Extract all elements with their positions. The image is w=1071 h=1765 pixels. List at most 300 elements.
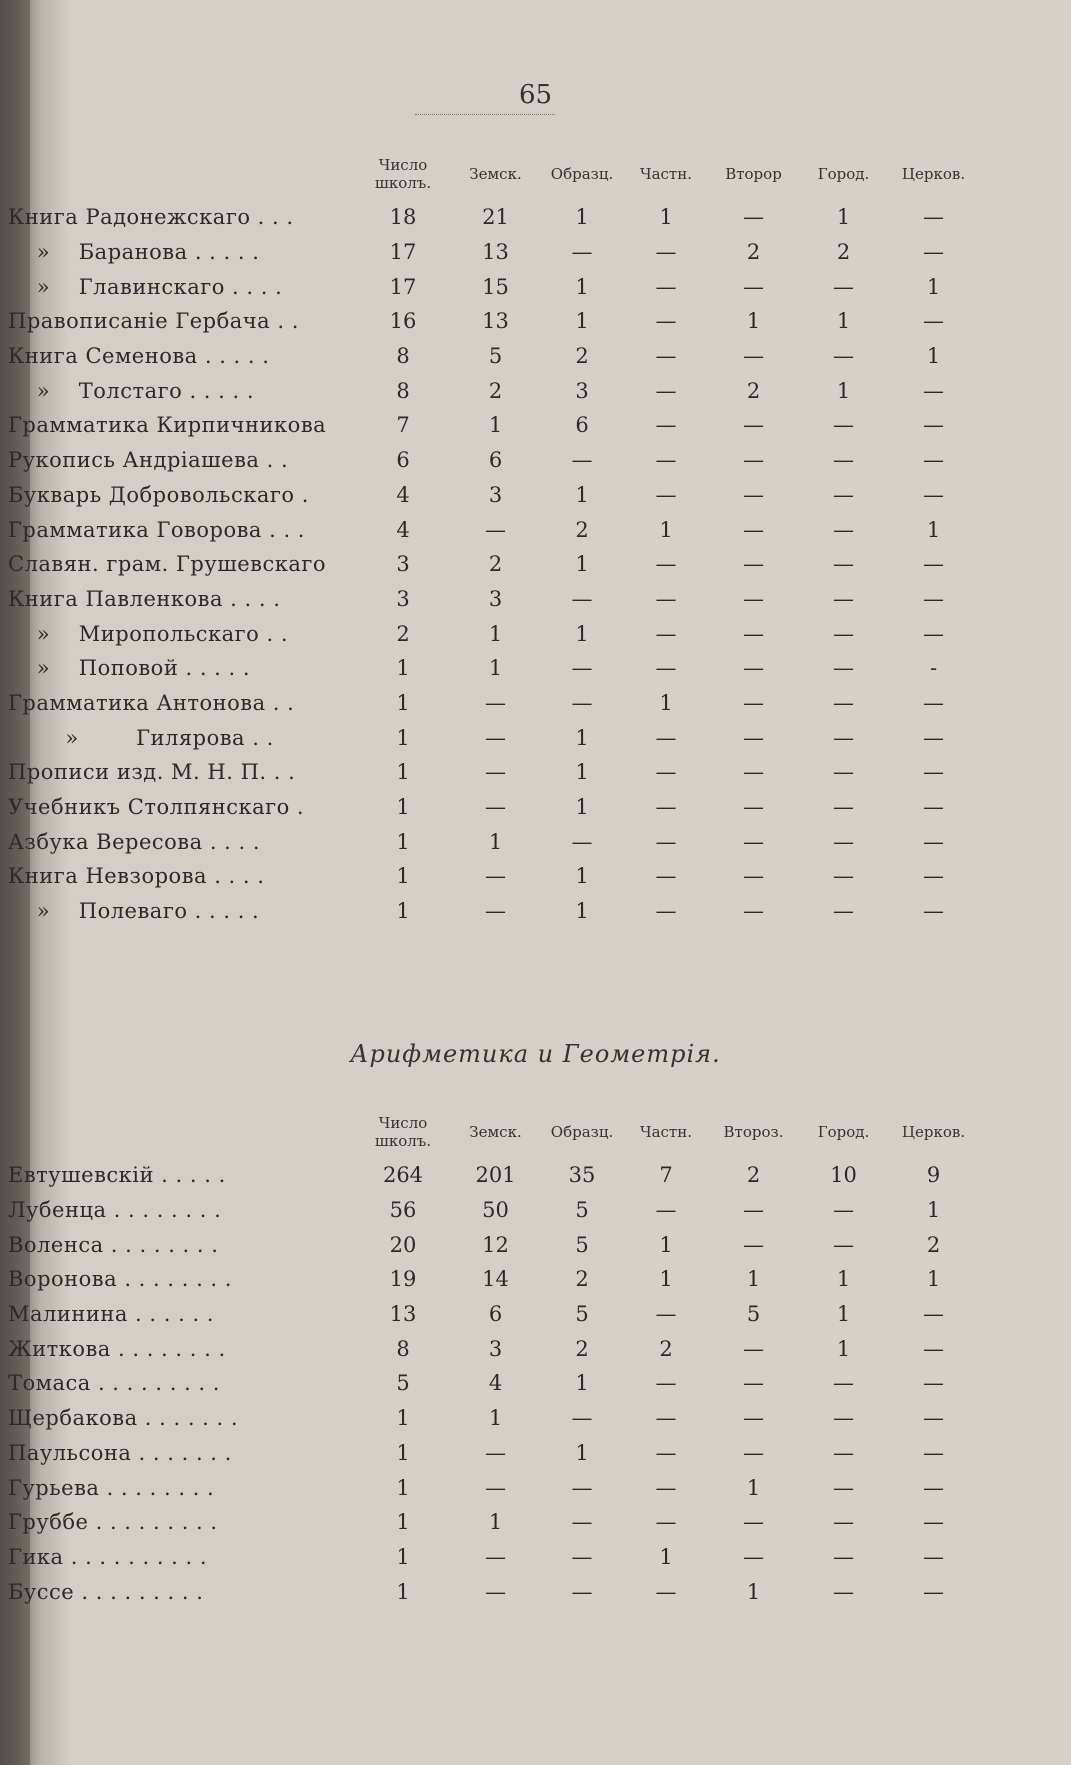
cell-value: — <box>833 690 854 715</box>
cell-value: — <box>571 656 593 681</box>
cell-value: 1 <box>659 205 673 230</box>
cell-value: — <box>923 795 944 820</box>
cell-value: 2 <box>396 621 410 646</box>
col-header-zemsk: Земск. <box>469 1123 522 1141</box>
col-header-vtoroz: Второз. <box>723 1123 784 1141</box>
table-row <box>8 1297 981 1332</box>
cell-value: — <box>485 899 506 924</box>
col-header-schools: Число школъ. <box>374 156 432 192</box>
cell-value: 6 <box>488 1302 503 1327</box>
row-label: Гурьева . . . . . . . . <box>8 1475 215 1500</box>
cell-value: 8 <box>396 1336 410 1361</box>
cell-value: 1 <box>836 1267 851 1292</box>
cell-value: — <box>833 586 854 611</box>
cell-value: 13 <box>482 309 509 334</box>
cell-value: — <box>833 829 854 854</box>
cell-value: 1 <box>659 1544 673 1569</box>
cell-value: — <box>743 482 764 507</box>
row-label: Книга Радонежскаго . . . <box>8 205 294 230</box>
cell-value: 1 <box>396 1510 410 1535</box>
cell-value: — <box>743 690 764 715</box>
cell-value: — <box>923 1440 944 1465</box>
row-label: » Баранова . . . . . <box>8 240 260 265</box>
cell-value: 3 <box>488 482 503 507</box>
cell-value: — <box>833 864 854 889</box>
cell-value: — <box>743 864 764 889</box>
cell-value: 1 <box>396 760 410 785</box>
table-row <box>8 1436 981 1471</box>
cell-value: — <box>923 1302 944 1327</box>
table-row <box>8 200 981 235</box>
cell-value: — <box>743 274 764 299</box>
cell-value: — <box>571 1510 593 1535</box>
cell-value: 9 <box>926 1163 941 1188</box>
cell-value: 2 <box>746 378 761 403</box>
cell-value: 2 <box>575 1267 589 1292</box>
cell-value: 1 <box>396 1406 410 1431</box>
cell-value: — <box>743 1406 764 1431</box>
row-label: Книга Павленкова . . . . <box>8 586 281 611</box>
table-row <box>8 1366 981 1401</box>
cell-value: 1 <box>926 274 941 299</box>
col-header-zemsk: Земск. <box>469 165 522 183</box>
cell-value: 1 <box>659 1267 673 1292</box>
cell-value: — <box>743 1440 764 1465</box>
row-label: Лубенца . . . . . . . . <box>8 1198 222 1223</box>
cell-value: — <box>923 1475 944 1500</box>
row-label: » Гилярова . . <box>8 725 274 750</box>
table-row <box>8 304 981 339</box>
cell-value: — <box>743 344 764 369</box>
row-label: Грамматика Антонова . . <box>8 690 295 715</box>
cell-value: — <box>655 1302 677 1327</box>
cell-value: 5 <box>575 1232 589 1257</box>
cell-value: — <box>833 274 854 299</box>
table-row <box>8 1158 981 1193</box>
cell-value: — <box>743 1336 764 1361</box>
cell-value: 19 <box>389 1267 417 1292</box>
cell-value: — <box>923 413 944 438</box>
cell-value: 1 <box>488 829 503 854</box>
cell-value: — <box>833 621 854 646</box>
cell-value: — <box>571 586 593 611</box>
cell-value: — <box>923 448 944 473</box>
cell-value: 3 <box>396 586 410 611</box>
cell-value: — <box>743 205 764 230</box>
cell-value: 5 <box>746 1302 761 1327</box>
name-header <box>8 1106 353 1158</box>
cell-value: 1 <box>746 1267 761 1292</box>
row-label: » Поповой . . . . . <box>8 656 251 681</box>
cell-value: — <box>485 517 506 542</box>
cell-value: — <box>833 1406 854 1431</box>
cell-value: 4 <box>396 482 410 507</box>
cell-value: 12 <box>482 1232 509 1257</box>
cell-value: — <box>655 586 677 611</box>
cell-value: — <box>571 1579 593 1604</box>
table-row <box>8 1574 981 1609</box>
table-row <box>8 512 981 547</box>
cell-value: — <box>485 1440 506 1465</box>
row-label: Книга Семенова . . . . . <box>8 344 270 369</box>
cell-value: 2 <box>575 1336 589 1361</box>
cell-value: 7 <box>396 413 410 438</box>
arithmetic-table <box>8 1106 981 1609</box>
row-label: Азбука Вересова . . . . <box>8 829 261 854</box>
cell-value: 5 <box>575 1198 589 1223</box>
cell-value: 1 <box>836 378 851 403</box>
cell-value: 2 <box>488 552 503 577</box>
cell-value: — <box>655 378 677 403</box>
cell-value: 1 <box>659 690 673 715</box>
cell-value: 3 <box>488 1336 503 1361</box>
page-number-rule <box>415 114 555 115</box>
cell-value: 56 <box>389 1198 417 1223</box>
cell-value: 13 <box>389 1302 417 1327</box>
cell-value: 1 <box>926 344 941 369</box>
cell-value: — <box>923 829 944 854</box>
cell-value: 50 <box>482 1198 509 1223</box>
cell-value: — <box>923 1510 944 1535</box>
cell-value: — <box>743 621 764 646</box>
cell-value: 1 <box>575 552 589 577</box>
col-header-obrazts: Образц. <box>550 1123 614 1141</box>
cell-value: — <box>655 1371 677 1396</box>
cell-value: 4 <box>488 1371 503 1396</box>
cell-value: — <box>833 1579 854 1604</box>
cell-value: 1 <box>575 309 589 334</box>
cell-value: 1 <box>396 690 410 715</box>
cell-value: — <box>655 725 677 750</box>
cell-value: — <box>833 448 854 473</box>
row-label: Томаса . . . . . . . . . <box>8 1371 220 1396</box>
table-row <box>8 720 981 755</box>
cell-value: 1 <box>396 656 410 681</box>
cell-value: 7 <box>659 1163 673 1188</box>
cell-value: 3 <box>488 586 503 611</box>
table-row <box>8 235 981 270</box>
table-row <box>8 373 981 408</box>
row-label: Славян. грам. Грушевскаго <box>8 552 327 577</box>
table-row <box>8 859 981 894</box>
cell-value: — <box>833 1232 854 1257</box>
cell-value: 1 <box>575 482 589 507</box>
cell-value: — <box>655 795 677 820</box>
cell-value: 1 <box>396 1579 410 1604</box>
col-header-tserkov: Церков. <box>901 165 966 183</box>
col-header-vtoror: Второр <box>725 165 782 183</box>
cell-value: — <box>833 656 854 681</box>
table-row <box>8 443 981 478</box>
cell-value: 2 <box>659 1336 673 1361</box>
cell-value: — <box>743 1510 764 1535</box>
cell-value: — <box>833 725 854 750</box>
cell-value: — <box>833 552 854 577</box>
cell-value: 2 <box>926 1232 941 1257</box>
cell-value: — <box>655 760 677 785</box>
cell-value: 6 <box>396 448 410 473</box>
cell-value: — <box>923 552 944 577</box>
cell-value: 17 <box>389 274 417 299</box>
cell-value: 1 <box>396 864 410 889</box>
table-row <box>8 1227 981 1262</box>
cell-value: 1 <box>659 1232 673 1257</box>
cell-value: 1 <box>396 795 410 820</box>
cell-value: — <box>833 1198 854 1223</box>
cell-value: 1 <box>575 899 589 924</box>
cell-value: — <box>743 795 764 820</box>
cell-value: — <box>923 378 944 403</box>
cell-value: — <box>833 760 854 785</box>
cell-value: — <box>655 864 677 889</box>
cell-value: 1 <box>396 829 410 854</box>
cell-value: 1 <box>575 1371 589 1396</box>
cell-value: — <box>923 899 944 924</box>
cell-value: — <box>743 760 764 785</box>
cell-value: — <box>923 621 944 646</box>
cell-value: 5 <box>575 1302 589 1327</box>
cell-value: — <box>923 309 944 334</box>
table-row <box>8 1331 981 1366</box>
cell-value: 1 <box>836 1336 851 1361</box>
cell-value: — <box>655 899 677 924</box>
cell-value: — <box>655 1579 677 1604</box>
cell-value: — <box>571 829 593 854</box>
table-row <box>8 824 981 859</box>
cell-value: 1 <box>575 621 589 646</box>
cell-value: — <box>923 586 944 611</box>
cell-value: — <box>485 1544 506 1569</box>
cell-value: — <box>571 1475 593 1500</box>
cell-value: 3 <box>396 552 410 577</box>
cell-value: — <box>655 1406 677 1431</box>
row-label: » Полеваго . . . . . <box>8 899 260 924</box>
cell-value: 5 <box>396 1371 410 1396</box>
row-label: Грамматика Говорова . . . <box>8 517 305 542</box>
table-row <box>8 686 981 721</box>
cell-value: — <box>833 1475 854 1500</box>
col-header-schools: Число школъ. <box>374 1114 432 1150</box>
cell-value: 4 <box>396 517 410 542</box>
table-row <box>8 1401 981 1436</box>
cell-value: 1 <box>746 1579 761 1604</box>
cell-value: 6 <box>575 413 589 438</box>
table-row <box>8 616 981 651</box>
cell-value: — <box>923 1406 944 1431</box>
cell-value: 18 <box>389 205 417 230</box>
cell-value: — <box>571 448 593 473</box>
table-row <box>8 547 981 582</box>
table-row <box>8 1505 981 1540</box>
page-number: 65 <box>518 80 553 110</box>
cell-value: 1 <box>575 274 589 299</box>
row-label: » Главинскаго . . . . <box>8 274 283 299</box>
col-header-tserkov: Церков. <box>901 1123 966 1141</box>
table-row <box>8 1540 981 1575</box>
table-row <box>8 1193 981 1228</box>
cell-value: — <box>485 795 506 820</box>
cell-value: 5 <box>488 344 503 369</box>
cell-value: 1 <box>575 1440 589 1465</box>
cell-value: — <box>655 344 677 369</box>
cell-value: — <box>571 240 593 265</box>
arithmetic-table-body <box>8 1158 981 1609</box>
cell-value: — <box>655 448 677 473</box>
cell-value: 3 <box>575 378 589 403</box>
cell-value: 1 <box>575 864 589 889</box>
cell-value: — <box>743 552 764 577</box>
row-label: » Миропольскаго . . <box>8 621 289 646</box>
table-row <box>8 478 981 513</box>
cell-value: — <box>923 240 944 265</box>
cell-value: 35 <box>568 1163 596 1188</box>
cell-value: — <box>655 621 677 646</box>
cell-value: — <box>923 725 944 750</box>
cell-value: — <box>833 1510 854 1535</box>
cell-value: 10 <box>830 1163 857 1188</box>
cell-value: — <box>743 829 764 854</box>
row-label: Учебникъ Столпянскаго . <box>8 795 305 820</box>
cell-value: — <box>833 899 854 924</box>
cell-value: 8 <box>396 378 410 403</box>
cell-value: 20 <box>389 1232 417 1257</box>
cell-value: — <box>655 240 677 265</box>
cell-value: — <box>923 864 944 889</box>
cell-value: — <box>833 795 854 820</box>
cell-value: 1 <box>575 795 589 820</box>
cell-value: — <box>833 1371 854 1396</box>
col-header-gorod: Город. <box>817 165 870 183</box>
cell-value: 1 <box>836 205 851 230</box>
cell-value: 2 <box>488 378 503 403</box>
row-label: Груббе . . . . . . . . . <box>8 1510 218 1535</box>
textbooks-table <box>8 148 981 928</box>
row-label: Паульсона . . . . . . . <box>8 1440 232 1465</box>
cell-value: 1 <box>396 1440 410 1465</box>
cell-value: — <box>923 1579 944 1604</box>
cell-value: — <box>923 1544 944 1569</box>
cell-value: — <box>923 690 944 715</box>
cell-value: 1 <box>926 1267 941 1292</box>
name-header <box>8 148 353 200</box>
cell-value: 1 <box>488 1510 503 1535</box>
cell-value: — <box>485 864 506 889</box>
table-row <box>8 269 981 304</box>
cell-value: 2 <box>575 517 589 542</box>
textbooks-table-body <box>8 200 981 928</box>
cell-value: — <box>923 205 944 230</box>
table-row <box>8 790 981 825</box>
cell-value: — <box>655 1510 677 1535</box>
cell-value: 1 <box>926 517 941 542</box>
cell-value: 1 <box>575 205 589 230</box>
row-label: Правописаніе Гербача . . <box>8 309 299 334</box>
cell-value: 21 <box>482 205 509 230</box>
cell-value: — <box>743 1232 764 1257</box>
cell-value: — <box>655 1475 677 1500</box>
row-label: Житкова . . . . . . . . <box>8 1336 226 1361</box>
cell-value: — <box>743 899 764 924</box>
cell-value: — <box>655 413 677 438</box>
cell-value: — <box>743 1371 764 1396</box>
cell-value: 17 <box>389 240 417 265</box>
cell-value: — <box>571 1544 593 1569</box>
cell-value: 1 <box>488 1406 503 1431</box>
cell-value: — <box>743 413 764 438</box>
cell-value: 16 <box>389 309 417 334</box>
row-label: Букварь Добровольскаго . <box>8 482 309 507</box>
row-label: Прописи изд. М. Н. П. . . <box>8 760 296 785</box>
cell-value: — <box>743 1544 764 1569</box>
cell-value: — <box>655 1440 677 1465</box>
cell-value: — <box>743 517 764 542</box>
row-label: Щербакова . . . . . . . <box>8 1406 239 1431</box>
col-header-chastn: Частн. <box>639 165 692 183</box>
table-row <box>8 651 981 686</box>
cell-value: — <box>923 482 944 507</box>
row-label: Книга Невзорова . . . . <box>8 864 265 889</box>
cell-value: 6 <box>488 448 503 473</box>
cell-value: 1 <box>575 760 589 785</box>
row-label: Малинина . . . . . . <box>8 1302 214 1327</box>
row-label: » Толстаго . . . . . <box>8 378 255 403</box>
cell-value: 1 <box>836 309 851 334</box>
cell-value: — <box>833 344 854 369</box>
cell-value: — <box>485 690 506 715</box>
cell-value: 1 <box>659 517 673 542</box>
cell-value: 1 <box>836 1302 851 1327</box>
cell-value: — <box>923 1371 944 1396</box>
cell-value: — <box>923 1336 944 1361</box>
cell-value: 1 <box>746 309 761 334</box>
table-row <box>8 894 981 929</box>
col-header-obrazts: Образц. <box>550 165 614 183</box>
cell-value: 201 <box>475 1163 516 1188</box>
cell-value: — <box>743 725 764 750</box>
cell-value: — <box>743 586 764 611</box>
cell-value: - <box>929 656 938 681</box>
cell-value: 8 <box>396 344 410 369</box>
cell-value: 2 <box>746 1163 761 1188</box>
cell-value: — <box>655 274 677 299</box>
cell-value: — <box>571 690 593 715</box>
cell-value: 2 <box>836 240 851 265</box>
row-label: Рукопись Андріашева . . <box>8 448 289 473</box>
cell-value: — <box>655 552 677 577</box>
cell-value: 14 <box>482 1267 509 1292</box>
table-row <box>8 339 981 374</box>
row-label: Евтушевскій . . . . . <box>8 1163 226 1188</box>
cell-value: — <box>485 760 506 785</box>
cell-value: 2 <box>746 240 761 265</box>
cell-value: 13 <box>482 240 509 265</box>
row-label: Гика . . . . . . . . . . <box>8 1544 208 1569</box>
table-row <box>8 1262 981 1297</box>
cell-value: 1 <box>396 1544 410 1569</box>
cell-value: 15 <box>482 274 509 299</box>
cell-value: — <box>655 1198 677 1223</box>
cell-value: 1 <box>488 413 503 438</box>
table-row <box>8 1470 981 1505</box>
cell-value: 1 <box>926 1198 941 1223</box>
cell-value: — <box>571 1406 593 1431</box>
cell-value: — <box>833 1544 854 1569</box>
row-label: Воленса . . . . . . . . <box>8 1232 219 1257</box>
cell-value: 2 <box>575 344 589 369</box>
cell-value: — <box>655 656 677 681</box>
row-label: Воронова . . . . . . . . <box>8 1267 232 1292</box>
cell-value: 1 <box>488 621 503 646</box>
